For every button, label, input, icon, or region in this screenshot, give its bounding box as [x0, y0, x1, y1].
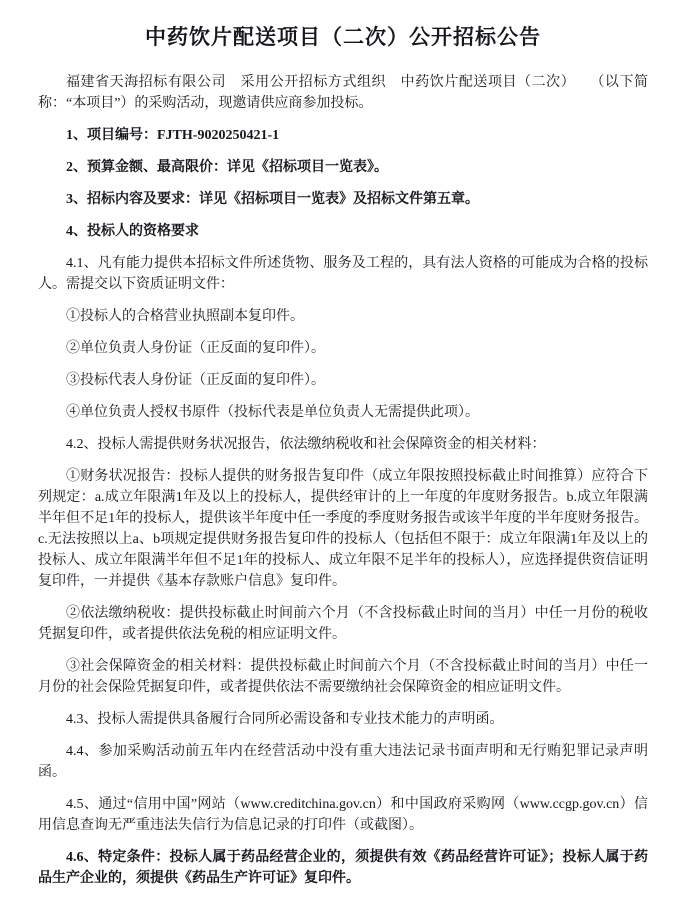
clause-4-1: 4.1、凡有能力提供本招标文件所述货物、服务及工程的，具有法人资格的可能成为合格的投标人。需提交以下资质证明文件：	[38, 256, 648, 292]
clause-4-2-social-security: ③社会保障资金的相关材料：提供投标截止时间前六个月（不含投标截止时间的当月）中任一月份的社会保险凭据复印件，或者提供依法不需要缴纳社会保障资金的相应证明文件。	[38, 659, 648, 695]
clause-4-4: 4.4、参加采购活动前五年内在经营活动中没有重大违法记录书面声明和无行贿犯罪记录声明函。	[38, 744, 648, 780]
clause-4-6-special-conditions: 4.6、特定条件：投标人属于药品经营企业的，须提供有效《药品经营许可证》；投标人属于药品生产企业的，须提供《药品生产许可证》复印件。	[38, 850, 648, 886]
item-bidder-qualification-heading: 4、投标人的资格要求	[66, 224, 199, 239]
clause-4-2-tax-payment: ②依法缴纳税收：提供投标截止时间前六个月（不含投标截止时间的当月）中任一月份的税收凭据复印件，或者提供依法免税的相应证明文件。	[38, 606, 648, 642]
clause-4-5: 4.5、通过“信用中国”网站（www.creditchina.gov.cn）和中国政府采购网（www.ccgp.gov.cn）信用信息查询无严重违法失信行为信息记录的打印件（或截图）。	[38, 797, 648, 833]
item-budget-max-price: 2、预算金额、最高限价：详见《招标项目一览表》。	[66, 160, 388, 175]
item-bid-content-requirements: 3、招标内容及要求：详见《招标项目一览表》及招标文件第五章。	[66, 192, 479, 207]
item-project-number: 1、项目编号：FJTH-9020250421-1	[66, 128, 280, 143]
clause-4-1-doc-3: ③投标代表人身份证（正反面的复印件）。	[66, 373, 325, 388]
clause-4-2-financial-report: ①财务状况报告：投标人提供的财务报告复印件（成立年限按照投标截止时间推算）应符合下列规定：a.成立年限满1年及以上的投标人，提供经审计的上一年度的年度财务报告。b.成立年限满半年但不足1年的投标人，提供该半年度中任一季度的季度财务报告或该半年度的半年度财务报告。c.无法按照以上a、b项规定提供财务报告复印件的投标人（包括但不限于：成立年限满1年及以上的投标人、成立年限满半年但不足1年的投标人、成立年限不足半年的投标人），应选择提供资信证明复印件，一并提供《基本存款账户信息》复印件。	[38, 469, 648, 589]
clause-4-1-doc-1: ①投标人的合格营业执照副本复印件。	[66, 309, 304, 324]
clause-4-1-doc-4: ④单位负责人授权书原件（投标代表是单位负责人无需提供此项）。	[66, 405, 479, 420]
doc-title: 中药饮片配送项目（二次）公开招标公告	[145, 25, 541, 49]
intro-paragraph: 福建省天海招标有限公司 采用公开招标方式组织 中药饮片配送项目（二次） （以下简称：“本项目”）的采购活动，现邀请供应商参加投标。	[38, 75, 648, 111]
clause-4-2: 4.2、投标人需提供财务状况报告，依法缴纳税收和社会保障资金的相关材料：	[66, 437, 546, 452]
clause-4-1-doc-2: ②单位负责人身份证（正反面的复印件）。	[66, 341, 325, 356]
clause-4-3: 4.3、投标人需提供具备履行合同所必需设备和专业技术能力的声明函。	[66, 712, 504, 727]
